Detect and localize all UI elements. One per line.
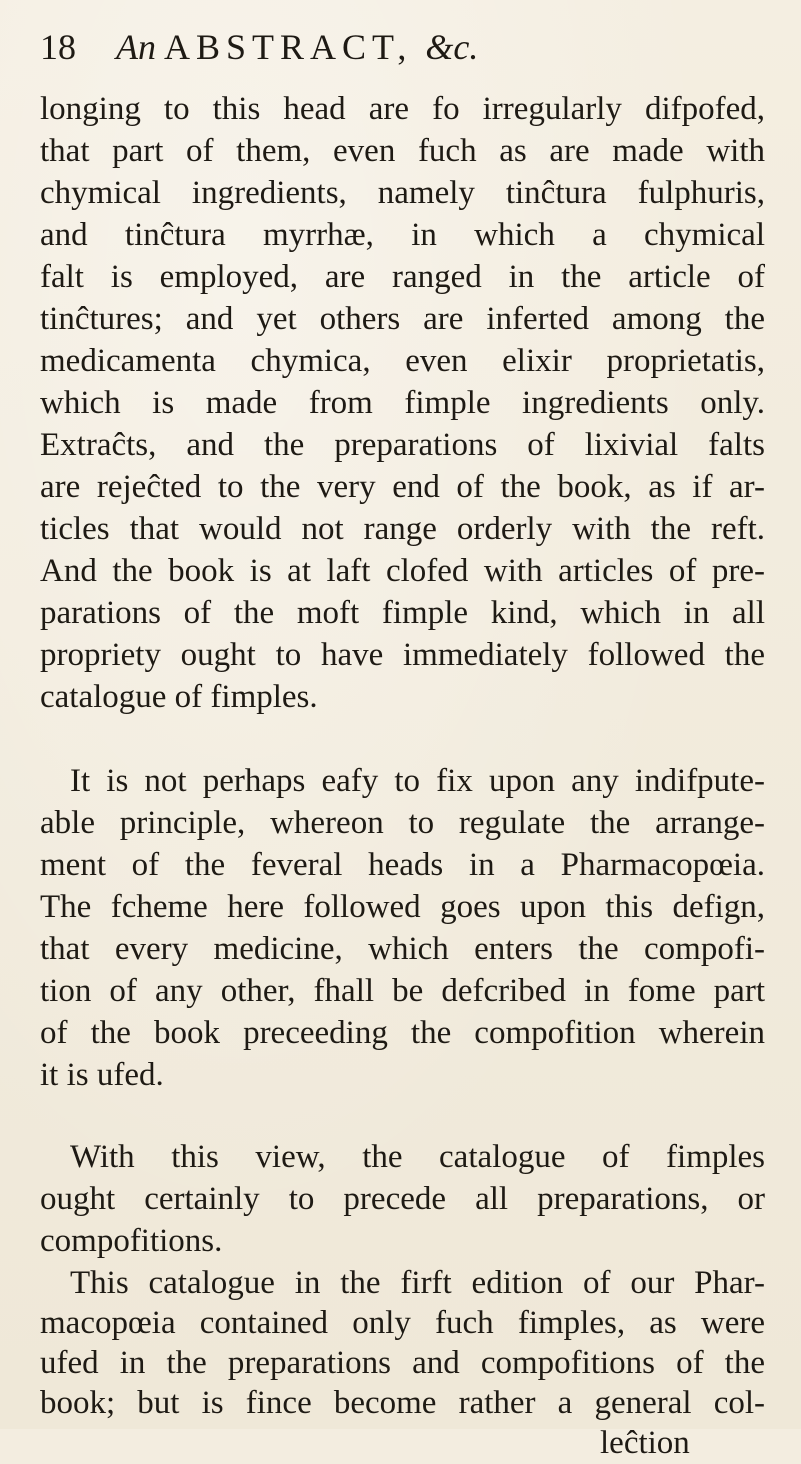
text-line: tinĉtures; and yet others are inferted among the xyxy=(40,301,765,337)
text-line: which is made from fimple ingredients only. xyxy=(40,385,765,421)
text-line: longing to this head are fo irregularly difpofed, xyxy=(40,91,765,127)
text-line: macopœia contained only fuch fimples, as were xyxy=(40,1305,765,1341)
running-header xyxy=(40,20,760,74)
text-line: This catalogue in the firft edition of our Phar- xyxy=(70,1265,765,1301)
text-line: ticles that would not range orderly with the reft. xyxy=(40,511,765,547)
text-line: that every medicine, which enters the compofi- xyxy=(40,931,765,967)
text-line: it is ufed. xyxy=(40,1057,164,1093)
text-line: With this view, the catalogue of fimples xyxy=(70,1139,765,1175)
text-line: ought certainly to precede all preparations, or xyxy=(40,1181,765,1217)
text-line: ment of the feveral heads in a Pharmacopœia. xyxy=(40,847,765,883)
text-line: of the book preceeding the compofition wherein xyxy=(40,1015,765,1051)
text-line: compofitions. xyxy=(40,1223,223,1259)
text-line: chymical ingredients, namely tinĉtura fulphuris, xyxy=(40,175,765,211)
text-line: falt is employed, are ranged in the article of xyxy=(40,259,765,295)
text-line: are rejeĉted to the very end of the book, as if ar- xyxy=(40,469,765,505)
text-line: ufed in the preparations and compofitions of the xyxy=(40,1345,765,1381)
header-lead-word: An xyxy=(116,27,156,67)
text-line: medicamenta chymica, even elixir proprietatis, xyxy=(40,343,765,379)
text-line: The fcheme here followed goes upon this defign, xyxy=(40,889,765,925)
text-line: parations of the moft fimple kind, which in all xyxy=(40,595,765,631)
header-etc: &c. xyxy=(425,27,479,67)
text-line: tion of any other, fhall be defcribed in fome part xyxy=(40,973,765,1009)
page-number: 18 xyxy=(40,27,76,67)
text-line: And the book is at laft clofed with articles of pre- xyxy=(40,553,765,589)
text-line: It is not perhaps eafy to fix upon any indifpute- xyxy=(70,763,765,799)
header-title: ABSTRACT, xyxy=(164,27,413,67)
text-line: catalogue of fimples. xyxy=(40,679,318,715)
text-line: Extraĉts, and the preparations of lixivial falts xyxy=(40,427,765,463)
text-line: that part of them, even fuch as are made with xyxy=(40,133,765,169)
catchword: leĉtion xyxy=(600,1425,690,1461)
text-line: propriety ought to have immediately followed the xyxy=(40,637,765,673)
text-line: book; but is fince become rather a general col- xyxy=(40,1385,765,1421)
text-line: and tinĉtura myrrhæ, in which a chymical xyxy=(40,217,765,253)
text-line: able principle, whereon to regulate the arrange- xyxy=(40,805,765,841)
